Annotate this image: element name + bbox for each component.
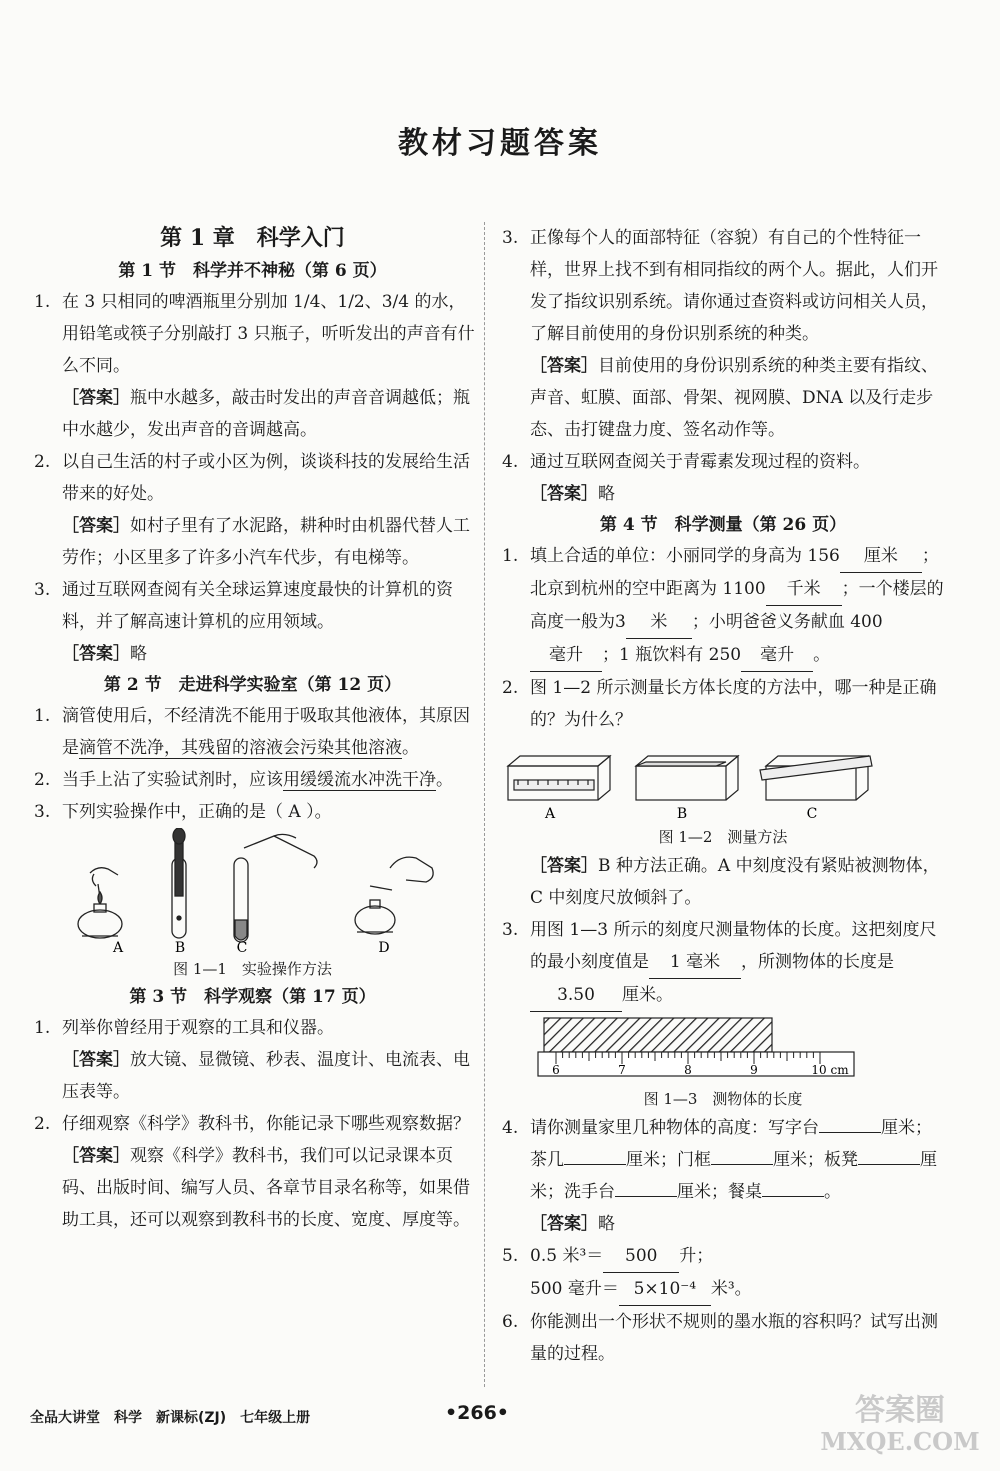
question-text: 在 3 只相同的啤酒瓶里分别加 1/4、1/2、3/4 的水，用铅笔或筷子分别敲打 3 只瓶子，听听发出的声音有什么不同。: [62, 292, 475, 376]
question: [30, 1012, 475, 1044]
chapter-title: 第 1 章 科学入门: [160, 225, 345, 251]
question-text: ；一个楼层的高度一般为3: [530, 579, 944, 632]
question: [30, 446, 475, 510]
answer-blank: [615, 1196, 677, 1197]
answer-text: 略: [598, 484, 615, 504]
question-text: 厘米；板凳: [773, 1150, 858, 1170]
question-number: 1.: [502, 546, 519, 566]
question-text: 滴管使用后，不经清洗不能用于吸取其他液体，其原因是: [62, 706, 470, 758]
ruler-tick-label: 10 cm: [811, 1063, 849, 1077]
answer-blank: 千米: [766, 573, 842, 606]
question: [30, 286, 475, 382]
question-text: 厘米。: [622, 985, 673, 1005]
question-text: 当手上沾了实验试剂时，应该: [62, 770, 283, 790]
figure-caption: 图 1—1 实验操作方法: [173, 960, 332, 978]
ruler-method-c: [760, 756, 872, 800]
figure-label: B: [676, 806, 688, 822]
ruler-tick-label: 6: [552, 1063, 560, 1077]
question: [498, 914, 948, 1012]
question-number: 2.: [34, 452, 51, 472]
lamp-lighting-illustration-d: [355, 857, 433, 934]
ruler-tick-label: 7: [618, 1063, 626, 1077]
footer-brand: 全品大讲堂 科学 新课标(ZJ) 七年级上册: [30, 1410, 311, 1426]
question-number: 2.: [502, 678, 519, 698]
answer-text: B 种方法正确。A 中刻度没有紧贴被测物体，C 中刻度尺放倾斜了。: [530, 856, 940, 908]
question-text: 请你测量家里几种物体的高度：写字台: [530, 1118, 819, 1138]
question-number: 3.: [502, 228, 519, 248]
question-text-end: 。: [402, 738, 419, 758]
answer-blank: [762, 1196, 824, 1197]
question: [498, 222, 948, 350]
question-number: 3.: [34, 580, 51, 600]
question-number: 6.: [502, 1312, 519, 1332]
question-text: 填上合适的单位：小丽同学的身高为 156: [530, 546, 840, 566]
question: [30, 700, 475, 764]
question-text: 图 1—2 所示测量长方体长度的方法中，哪一种是正确的？为什么？: [530, 678, 937, 730]
question-number: 2.: [34, 770, 51, 790]
answer-blank: [711, 1164, 773, 1165]
figure-label: D: [378, 940, 390, 956]
section-title: 第 4 节 科学测量（第 26 页）: [599, 515, 847, 535]
question-text: 。: [813, 645, 831, 665]
measured-object: [544, 1018, 772, 1052]
answer-tag: ［答案］: [530, 1214, 598, 1234]
question: [498, 446, 948, 478]
question-text: 通过互联网查阅有关全球运算速度最快的计算机的资料，并了解高速计算机的应用领域。: [62, 580, 453, 632]
answer-blank: [858, 1164, 920, 1165]
question-number: 4.: [502, 1118, 519, 1138]
page-number: •266•: [445, 1402, 509, 1424]
answer: [30, 1044, 475, 1108]
answer-text: 目前使用的身份识别系统的种类主要有指纹、声音、虹膜、面部、骨架、视网膜、DNA 以及行走步态、击打键盘力度、签名动作等。: [530, 356, 938, 440]
answer-blank: 滴管不洗净，其残留的溶液会污染其他溶液: [79, 738, 402, 758]
answer: [30, 510, 475, 574]
question: [30, 796, 475, 828]
answer-tag: ［答案］: [62, 644, 130, 664]
section-title: 第 2 节 走进科学实验室（第 12 页）: [103, 675, 402, 695]
question-text: 。: [824, 1182, 841, 1202]
question-text: 用图 1—3 所示的刻度尺测量物体的长度。这把刻度尺的最小刻度值是: [530, 920, 937, 972]
answer-tag: ［答案］: [530, 356, 598, 376]
answer-blank: [564, 1164, 626, 1165]
lamp-lighting-illustration-a: [78, 868, 122, 938]
ruler-method-a: [508, 756, 610, 800]
question-number: 2.: [34, 1114, 51, 1134]
question-text: ；1 瓶饮料有 250: [602, 645, 742, 665]
figure-caption: 图 1—2 测量方法: [658, 828, 788, 846]
page-title: 教材习题答案: [398, 126, 602, 161]
question-text: 仔细观察《科学》教科书，你能记录下哪些观察数据？: [62, 1114, 470, 1134]
question-text: 升；: [679, 1246, 714, 1266]
ruler-tick-label: 9: [750, 1063, 758, 1077]
answer-text: 观察《科学》教科书，我们可以记录课本页码、出版时间、编写人员、各章节目录名称等，如果借助工具，还可以观察到教科书的长度、宽度、厚度等。: [62, 1146, 470, 1230]
ruler-tick-label: 8: [684, 1063, 692, 1077]
answer: [498, 850, 948, 914]
question-text: 500 毫升＝: [530, 1279, 619, 1299]
ruler-method-b: [636, 756, 738, 800]
question-text: ，所测物体的长度是: [741, 952, 894, 972]
test-tube-illustration-b: [172, 828, 186, 938]
section-title: 第 3 节 科学观察（第 17 页）: [129, 987, 376, 1007]
answer-blank: 毫升: [530, 639, 602, 672]
answer: [30, 638, 475, 670]
question-text: 米³。: [710, 1279, 752, 1299]
answer-blank: 用缓缓流水冲洗干净: [283, 770, 436, 790]
section-title: 第 1 节 科学并不神秘（第 6 页）: [118, 261, 387, 281]
question: [30, 1108, 475, 1140]
lab-operation-figure: [30, 828, 475, 956]
answer-tag: ［答案］: [62, 516, 130, 536]
answer-text: 略: [598, 1214, 615, 1234]
answer-blank: 毫升: [741, 639, 813, 672]
watermark-logo: [800, 1380, 990, 1460]
question-number: 3.: [502, 920, 519, 940]
answer-tag: ［答案］: [62, 1146, 130, 1166]
question-text: 通过互联网查阅关于青霉素发现过程的资料。: [530, 452, 870, 472]
figure-label: A: [112, 940, 124, 956]
figure-label: A: [544, 806, 556, 822]
answer-text: 略: [130, 644, 147, 664]
answer-blank: 500: [603, 1240, 679, 1273]
question-text: 厘米；餐桌: [677, 1182, 762, 1202]
question-text: 厘米；洗手台: [530, 1150, 937, 1202]
question-number: 5.: [502, 1246, 519, 1266]
question: [30, 764, 475, 796]
question-text: 厘米；茶几: [530, 1118, 932, 1170]
question-text: 你能测出一个形状不规则的墨水瓶的容积吗？试写出测量的过程。: [530, 1312, 938, 1364]
answer-blank: 1 毫米: [649, 946, 741, 979]
question: [30, 574, 475, 638]
question: [498, 1240, 948, 1306]
measuring-methods-figure: [498, 736, 948, 824]
test-tube-illustration-c: [234, 834, 317, 942]
question-text: 下列实验操作中，正确的是（ A ）。: [62, 802, 332, 822]
question-text: 正像每个人的面部特征（容貌）有自己的个性特征一样，世界上找不到有相同指纹的两个人。据此，人们开发了指纹识别系统。请你通过查资料或访问相关人员，了解目前使用的身份识别系统的种类。: [530, 228, 938, 344]
question-text-end: 。: [436, 770, 453, 790]
question: [498, 1306, 948, 1370]
answer: [498, 350, 948, 446]
question-number: 3.: [34, 802, 51, 822]
answer-tag: ［答案］: [62, 388, 130, 408]
figure-label: B: [174, 940, 186, 956]
answer-blank: 厘米: [840, 540, 922, 573]
left-column: [30, 222, 475, 1236]
answer-tag: ［答案］: [530, 484, 598, 504]
answer: [30, 382, 475, 446]
answer-blank: 5×10⁻⁴: [619, 1273, 711, 1306]
question-number: 1.: [34, 1018, 51, 1038]
answer: [30, 1140, 475, 1236]
answer-text: 瓶中水越多，敲击时发出的声音音调越低；瓶中水越少，发出声音的音调越高。: [62, 388, 470, 440]
question: [498, 540, 948, 672]
answer: [498, 478, 948, 510]
answer-tag: ［答案］: [62, 1050, 130, 1070]
question: [498, 1112, 948, 1208]
question-text: 列举你曾经用于观察的工具和仪器。: [62, 1018, 334, 1038]
right-column: [498, 222, 948, 1370]
answer-blank: 米: [626, 606, 692, 639]
question-number: 1.: [34, 292, 51, 312]
question: [498, 672, 948, 736]
question-number: 1.: [34, 706, 51, 726]
watermark-text: 答案圈: [855, 1393, 945, 1428]
answer-text: 放大镜、显微镜、秒表、温度计、电流表、电压表等。: [62, 1050, 470, 1102]
figure-label: C: [806, 806, 818, 822]
figure-caption: 图 1—3 测物体的长度: [643, 1090, 803, 1108]
watermark-url: MXQE.COM: [820, 1427, 980, 1456]
ruler-figure: [498, 1012, 948, 1082]
question-text: 以自己生活的村子或小区为例，谈谈科技的发展给生活带来的好处。: [62, 452, 470, 504]
figure-label: C: [236, 940, 248, 956]
answer-text: 如村子里有了水泥路，耕种时由机器代替人工劳作；小区里多了许多小汽车代步，有电梯等。: [62, 516, 470, 568]
column-divider: [484, 222, 485, 1387]
question-text: ；北京到杭州的空中距离为 1100: [530, 546, 939, 599]
answer-blank: 3.50: [530, 979, 622, 1012]
question-text: 厘米；门框: [626, 1150, 711, 1170]
answer: [498, 1208, 948, 1240]
answer-blank: [819, 1132, 881, 1133]
question-text: ；小明爸爸义务献血 400: [691, 612, 883, 632]
question-text: 0.5 米³＝: [530, 1246, 604, 1266]
answer-tag: ［答案］: [530, 856, 598, 876]
question-number: 4.: [502, 452, 519, 472]
